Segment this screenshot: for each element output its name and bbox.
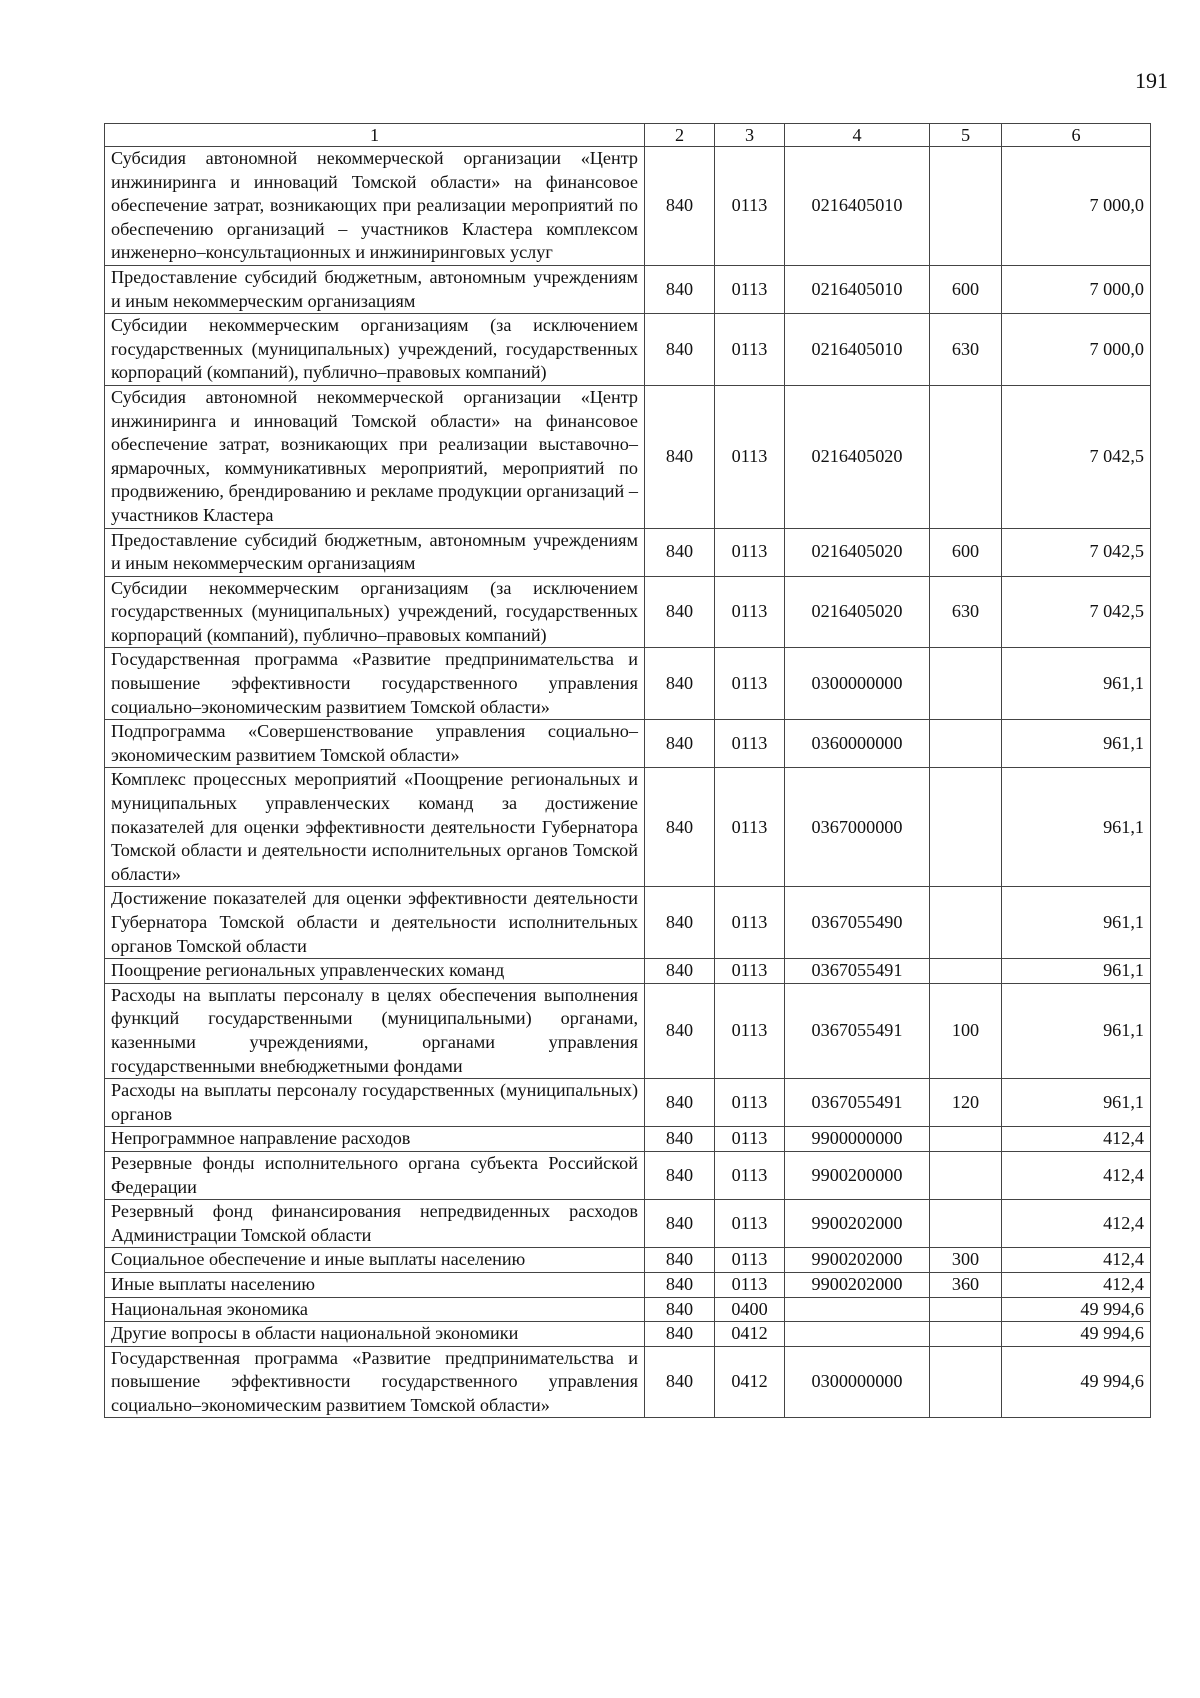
target-article-cell: 9900202000 xyxy=(785,1200,930,1248)
expense-name-cell: Иные выплаты населению xyxy=(105,1272,645,1297)
target-article-cell: 0360000000 xyxy=(785,720,930,768)
column-header-4: 4 xyxy=(785,124,930,147)
amount-cell: 961,1 xyxy=(1002,768,1151,887)
table-row xyxy=(105,983,1151,1078)
target-article-cell: 0367055490 xyxy=(785,887,930,959)
section-code-cell: 0113 xyxy=(715,720,785,768)
ministry-code-cell: 840 xyxy=(645,528,715,576)
ministry-code-cell: 840 xyxy=(645,1200,715,1248)
expense-type-cell xyxy=(930,1200,1002,1248)
target-article-cell: 0216405020 xyxy=(785,576,930,648)
expense-type-cell xyxy=(930,385,1002,528)
amount-cell: 961,1 xyxy=(1002,648,1151,720)
expense-name-cell: Непрограммное направление расходов xyxy=(105,1127,645,1152)
section-code-cell: 0113 xyxy=(715,147,785,266)
expense-name-cell: Комплекс процессных мероприятий «Поощрение региональных и муниципальных управленческих команд за достижение показателей для оценки эффективности деятельности Губернатора Томской области и деятельности исполнительных органов Томской области» xyxy=(105,768,645,887)
column-header-6: 6 xyxy=(1002,124,1151,147)
section-code-cell: 0113 xyxy=(715,1272,785,1297)
ministry-code-cell: 840 xyxy=(645,983,715,1078)
amount-cell: 412,4 xyxy=(1002,1200,1151,1248)
target-article-cell: 0216405010 xyxy=(785,314,930,386)
expense-name-cell: Субсидия автономной некоммерческой организации «Центр инжиниринга и инноваций Томской области» на финансовое обеспечение затрат, возникающих при реализации мероприятий по обеспечению организаций – участников Кластера комплексом инженерно–консультационных и инжиниринговых услуг xyxy=(105,147,645,266)
amount-cell: 961,1 xyxy=(1002,959,1151,984)
target-article-cell: 0367000000 xyxy=(785,768,930,887)
table-row xyxy=(105,768,1151,887)
target-article-cell: 0216405020 xyxy=(785,528,930,576)
ministry-code-cell: 840 xyxy=(645,648,715,720)
section-code-cell: 0113 xyxy=(715,768,785,887)
target-article-cell xyxy=(785,1297,930,1322)
table-row xyxy=(105,1200,1151,1248)
ministry-code-cell: 840 xyxy=(645,1297,715,1322)
column-header-3: 3 xyxy=(715,124,785,147)
section-code-cell: 0113 xyxy=(715,983,785,1078)
table-row xyxy=(105,147,1151,266)
ministry-code-cell: 840 xyxy=(645,576,715,648)
ministry-code-cell: 840 xyxy=(645,1346,715,1418)
section-code-cell: 0113 xyxy=(715,576,785,648)
ministry-code-cell: 840 xyxy=(645,959,715,984)
table-row xyxy=(105,385,1151,528)
column-header-2: 2 xyxy=(645,124,715,147)
amount-cell: 7 042,5 xyxy=(1002,385,1151,528)
amount-cell: 412,4 xyxy=(1002,1272,1151,1297)
ministry-code-cell: 840 xyxy=(645,1272,715,1297)
table-row xyxy=(105,1248,1151,1273)
table-header xyxy=(105,124,1151,147)
amount-cell: 7 042,5 xyxy=(1002,576,1151,648)
amount-cell: 961,1 xyxy=(1002,887,1151,959)
table-row xyxy=(105,265,1151,313)
expense-type-cell xyxy=(930,648,1002,720)
section-code-cell: 0113 xyxy=(715,959,785,984)
amount-cell: 412,4 xyxy=(1002,1248,1151,1273)
table-row xyxy=(105,720,1151,768)
ministry-code-cell: 840 xyxy=(645,1151,715,1199)
ministry-code-cell: 840 xyxy=(645,1248,715,1273)
table-row xyxy=(105,1151,1151,1199)
section-code-cell: 0400 xyxy=(715,1297,785,1322)
table-row xyxy=(105,1079,1151,1127)
expense-type-cell: 100 xyxy=(930,983,1002,1078)
expense-name-cell: Предоставление субсидий бюджетным, автономным учреждениям и иным некоммерческим организациям xyxy=(105,528,645,576)
expense-type-cell xyxy=(930,1151,1002,1199)
section-code-cell: 0412 xyxy=(715,1322,785,1347)
column-header-5: 5 xyxy=(930,124,1002,147)
ministry-code-cell: 840 xyxy=(645,265,715,313)
expense-name-cell: Резервный фонд финансирования непредвиденных расходов Администрации Томской области xyxy=(105,1200,645,1248)
table-row xyxy=(105,1322,1151,1347)
expense-name-cell: Поощрение региональных управленческих команд xyxy=(105,959,645,984)
amount-cell: 49 994,6 xyxy=(1002,1322,1151,1347)
ministry-code-cell: 840 xyxy=(645,887,715,959)
expense-type-cell xyxy=(930,887,1002,959)
expense-type-cell xyxy=(930,1322,1002,1347)
amount-cell: 7 042,5 xyxy=(1002,528,1151,576)
target-article-cell: 0367055491 xyxy=(785,1079,930,1127)
target-article-cell: 0216405010 xyxy=(785,265,930,313)
expense-type-cell: 300 xyxy=(930,1248,1002,1273)
expense-name-cell: Государственная программа «Развитие предпринимательства и повышение эффективности государственного управления социально–экономическим развитием Томской области» xyxy=(105,648,645,720)
expense-type-cell: 360 xyxy=(930,1272,1002,1297)
table-row xyxy=(105,1297,1151,1322)
table-row xyxy=(105,314,1151,386)
amount-cell: 49 994,6 xyxy=(1002,1297,1151,1322)
expense-name-cell: Другие вопросы в области национальной экономики xyxy=(105,1322,645,1347)
table-row xyxy=(105,1346,1151,1418)
table-row xyxy=(105,576,1151,648)
page-number: 191 xyxy=(1135,68,1168,93)
amount-cell: 49 994,6 xyxy=(1002,1346,1151,1418)
amount-cell: 961,1 xyxy=(1002,983,1151,1078)
expense-type-cell xyxy=(930,1297,1002,1322)
target-article-cell: 9900000000 xyxy=(785,1127,930,1152)
section-code-cell: 0412 xyxy=(715,1346,785,1418)
table-row xyxy=(105,887,1151,959)
section-code-cell: 0113 xyxy=(715,1079,785,1127)
expense-type-cell: 630 xyxy=(930,576,1002,648)
section-code-cell: 0113 xyxy=(715,1151,785,1199)
expense-type-cell xyxy=(930,959,1002,984)
amount-cell: 412,4 xyxy=(1002,1151,1151,1199)
target-article-cell: 0367055491 xyxy=(785,983,930,1078)
amount-cell: 961,1 xyxy=(1002,1079,1151,1127)
table-row xyxy=(105,959,1151,984)
ministry-code-cell: 840 xyxy=(645,1079,715,1127)
expense-name-cell: Расходы на выплаты персоналу государственных (муниципальных) органов xyxy=(105,1079,645,1127)
table-row xyxy=(105,648,1151,720)
amount-cell: 7 000,0 xyxy=(1002,314,1151,386)
table-row xyxy=(105,528,1151,576)
target-article-cell xyxy=(785,1322,930,1347)
expense-name-cell: Расходы на выплаты персоналу в целях обеспечения выполнения функций государственными (муниципальными) органами, казенными учреждениями, органами управления государственными внебюджетными фондами xyxy=(105,983,645,1078)
target-article-cell: 9900200000 xyxy=(785,1151,930,1199)
amount-cell: 7 000,0 xyxy=(1002,265,1151,313)
ministry-code-cell: 840 xyxy=(645,314,715,386)
section-code-cell: 0113 xyxy=(715,648,785,720)
section-code-cell: 0113 xyxy=(715,1200,785,1248)
budget-table xyxy=(104,123,1151,1418)
ministry-code-cell: 840 xyxy=(645,1322,715,1347)
target-article-cell: 0367055491 xyxy=(785,959,930,984)
expense-name-cell: Субсидия автономной некоммерческой организации «Центр инжиниринга и инноваций Томской области» на финансовое обеспечение затрат, возникающих при реализации выставочно–ярмарочных, коммуникативных мероприятий, мероприятий по продвижению, брендированию и рекламе продукции организаций – участников Кластера xyxy=(105,385,645,528)
table-row xyxy=(105,1127,1151,1152)
column-header-1: 1 xyxy=(105,124,645,147)
expense-type-cell: 600 xyxy=(930,265,1002,313)
expense-name-cell: Субсидии некоммерческим организациям (за исключением государственных (муниципальных) учреждений, государственных корпораций (компаний), публично–правовых компаний) xyxy=(105,576,645,648)
amount-cell: 412,4 xyxy=(1002,1127,1151,1152)
expense-name-cell: Социальное обеспечение и иные выплаты населению xyxy=(105,1248,645,1273)
expense-name-cell: Национальная экономика xyxy=(105,1297,645,1322)
table-row xyxy=(105,1272,1151,1297)
expense-type-cell xyxy=(930,147,1002,266)
table-body xyxy=(105,147,1151,1418)
target-article-cell: 9900202000 xyxy=(785,1272,930,1297)
expense-type-cell: 630 xyxy=(930,314,1002,386)
amount-cell: 961,1 xyxy=(1002,720,1151,768)
section-code-cell: 0113 xyxy=(715,887,785,959)
expense-name-cell: Субсидии некоммерческим организациям (за исключением государственных (муниципальных) учреждений, государственных корпораций (компаний), публично–правовых компаний) xyxy=(105,314,645,386)
expense-name-cell: Резервные фонды исполнительного органа субъекта Российской Федерации xyxy=(105,1151,645,1199)
section-code-cell: 0113 xyxy=(715,265,785,313)
expense-name-cell: Предоставление субсидий бюджетным, автономным учреждениям и иным некоммерческим организациям xyxy=(105,265,645,313)
target-article-cell: 0300000000 xyxy=(785,1346,930,1418)
target-article-cell: 0300000000 xyxy=(785,648,930,720)
section-code-cell: 0113 xyxy=(715,314,785,386)
expense-type-cell xyxy=(930,720,1002,768)
target-article-cell: 0216405010 xyxy=(785,147,930,266)
ministry-code-cell: 840 xyxy=(645,768,715,887)
expense-type-cell xyxy=(930,1127,1002,1152)
section-code-cell: 0113 xyxy=(715,385,785,528)
expense-name-cell: Подпрограмма «Совершенствование управления социально–экономическим развитием Томской области» xyxy=(105,720,645,768)
section-code-cell: 0113 xyxy=(715,528,785,576)
ministry-code-cell: 840 xyxy=(645,385,715,528)
expense-type-cell: 600 xyxy=(930,528,1002,576)
ministry-code-cell: 840 xyxy=(645,720,715,768)
section-code-cell: 0113 xyxy=(715,1127,785,1152)
expense-type-cell: 120 xyxy=(930,1079,1002,1127)
ministry-code-cell: 840 xyxy=(645,1127,715,1152)
expense-type-cell xyxy=(930,768,1002,887)
expense-name-cell: Достижение показателей для оценки эффективности деятельности Губернатора Томской области и деятельности исполнительных органов Томской области xyxy=(105,887,645,959)
expense-name-cell: Государственная программа «Развитие предпринимательства и повышение эффективности государственного управления социально–экономическим развитием Томской области» xyxy=(105,1346,645,1418)
target-article-cell: 0216405020 xyxy=(785,385,930,528)
section-code-cell: 0113 xyxy=(715,1248,785,1273)
amount-cell: 7 000,0 xyxy=(1002,147,1151,266)
expense-type-cell xyxy=(930,1346,1002,1418)
ministry-code-cell: 840 xyxy=(645,147,715,266)
header-row xyxy=(105,124,1151,147)
target-article-cell: 9900202000 xyxy=(785,1248,930,1273)
